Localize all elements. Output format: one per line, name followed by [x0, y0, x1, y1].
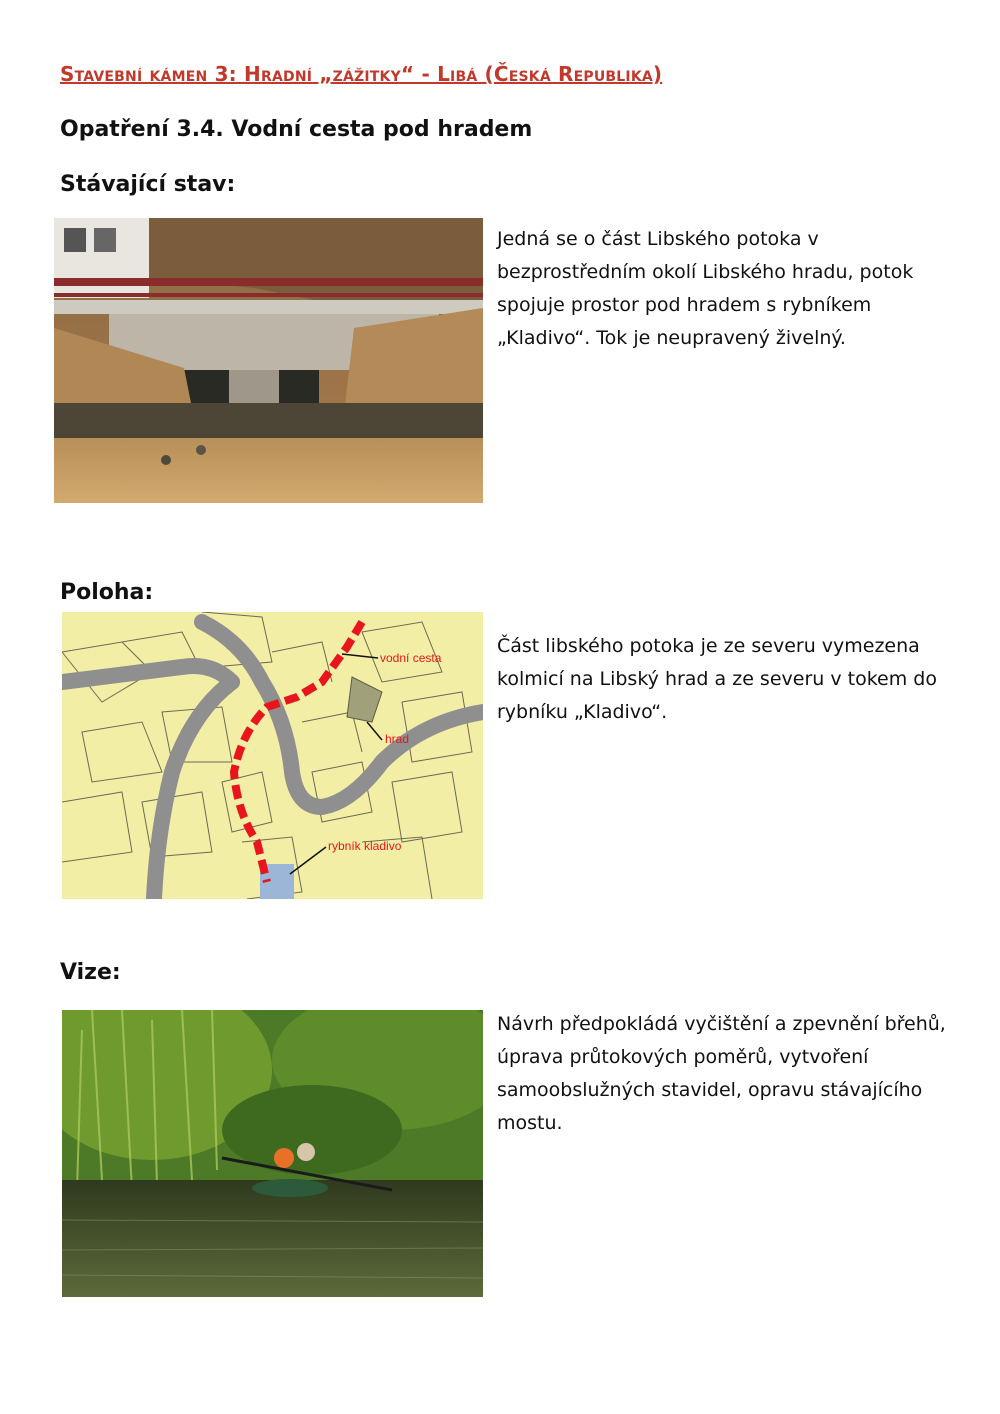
location-map	[62, 612, 483, 899]
vision-heading: Vize:	[60, 960, 121, 985]
measure-title: Opatření 3.4. Vodní cesta pod hradem	[60, 117, 533, 142]
map-label-waterway: vodní cesta	[380, 651, 442, 665]
vision-text: Návrh předpokládá vyčištění a zpevnění břehů, úprava průtokových poměrů, vytvoření samoobslužných stavidel, opravu stávajícího mostu.	[497, 1013, 946, 1134]
current-state-heading: Stávající stav:	[60, 172, 236, 197]
map-label-pond: rybník kladivo	[328, 839, 402, 853]
location-text: Část libského potoka je ze severu vymezena kolmicí na Libský hrad a ze severu v tokem do rybníku „Kladivo“.	[497, 635, 937, 723]
map-label-castle: hrad	[385, 732, 410, 746]
building-block-title: Stavební kámen 3: Hradní „zážitky“ - Libá (Česká Republika)	[60, 62, 663, 86]
bridge-photo	[54, 218, 483, 503]
current-state-text: Jedná se o část Libského potoka v bezprostředním okolí Libského hradu, potok spojuje prostor pod hradem s rybníkem „Kladivo“. Tok je neupravený živelný.	[497, 228, 914, 349]
canoe-photo	[62, 1010, 483, 1297]
location-heading: Poloha:	[60, 580, 154, 605]
